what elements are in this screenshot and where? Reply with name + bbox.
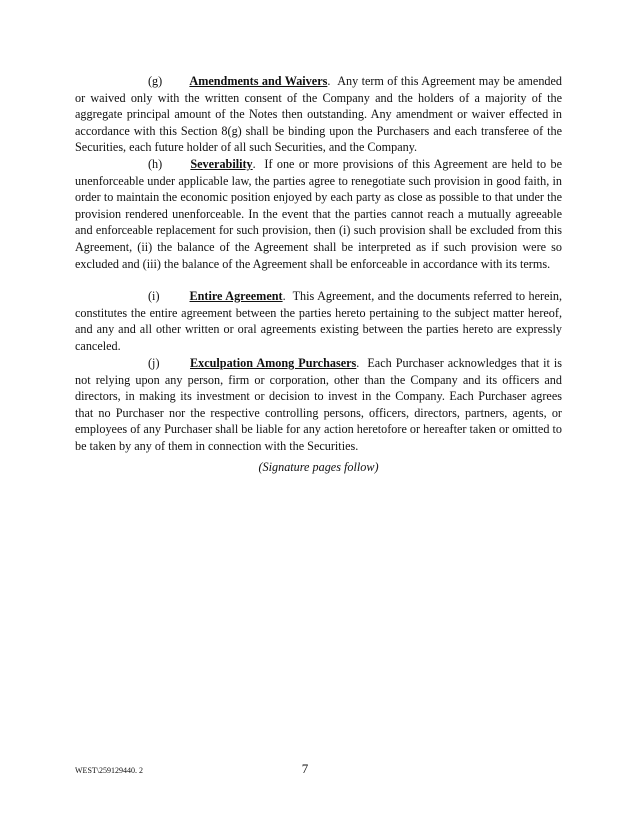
section-number: (j) [148,356,160,370]
section-heading: Exculpation Among Purchasers [190,356,357,370]
heading-punctuation: . [327,74,331,88]
section-j [75,355,562,455]
section-body: This Agreement, and the documents referred to herein, constitutes the entire agreement between the parties hereto pertaining to the subject matter hereof, and any and all other written or oral agreements existing between the parties hereto are expressly canceled. [75,289,563,353]
section-heading: Entire Agreement [189,289,283,303]
section-i [75,288,562,354]
heading-punctuation: . [356,356,360,370]
section-heading: Amendments and Waivers [189,74,328,88]
heading-punctuation: . [252,157,256,171]
section-g [75,73,562,156]
section-number: (g) [148,74,163,88]
section-body: Any term of this Agreement may be amended or waived only with the written consent of the Company and the holders of a majority of the aggregate principal amount of the Notes then outstanding. Any amendment or waiver effected in accordance with this Section 8(g) shall be binding upon the Purchasers and each transferee of the Securities, each future holder of all such Securities, and the Company. [75,74,563,155]
page-number: 7 [301,761,309,776]
document-id: WEST\259129440. 2 [75,766,143,775]
heading-punctuation: . [282,289,286,303]
section-number: (h) [148,157,163,171]
section-heading: Severability [190,157,253,171]
signature-note: (Signature pages follow) [258,460,379,474]
section-body: Each Purchaser acknowledges that it is not relying upon any person, firm or corporation, other than the Company and its officers and directors, in making its investment or decision to invest in the Company. Each Purchaser agrees that no Purchaser nor the respective controlling persons, officers, directors, partners, agents, or employees of any Purchaser shall be liable for any action heretofore or hereafter taken or omitted to be taken by any of them in connection with the Securities. [75,356,563,453]
section-h [75,156,562,272]
section-body: If one or more provisions of this Agreement are held to be unenforceable under applicable law, the parties agree to renegotiate such provision in good faith, in order to maintain the economic position enjoyed by each party as close as possible to that under the provision rendered unenforceable. In the event that the parties cannot reach a mutually agreeable and enforceable replacement for such provision, then (i) such provision shall be excluded from this Agreement, (ii) the balance of the Agreement shall be interpreted as if such provision were so excluded and (iii) the balance of the Agreement shall be enforceable in accordance with its terms. [75,157,563,271]
section-number: (i) [148,289,160,303]
